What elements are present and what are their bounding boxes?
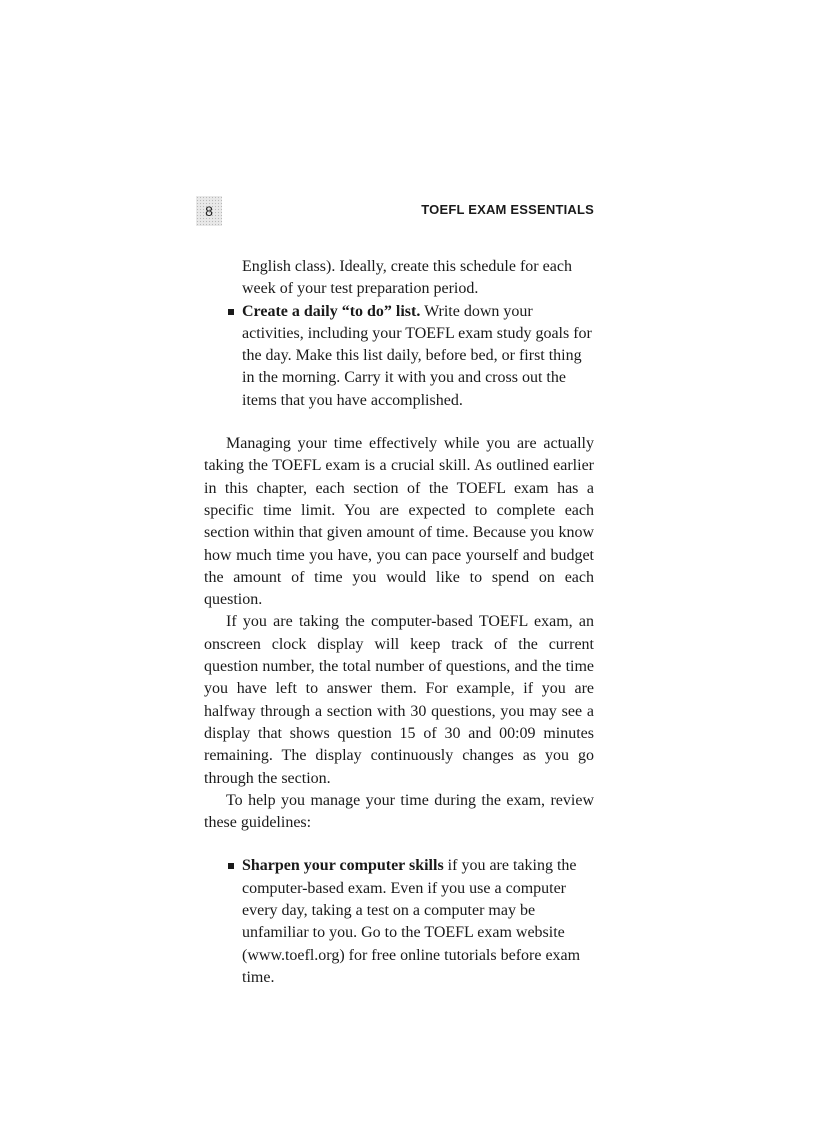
square-bullet-icon — [228, 309, 234, 315]
page-number: 8 — [205, 203, 213, 219]
paragraph: Managing your time effectively while you are actually taking the TOEFL exam is a crucial skill. As outlined earlier in this chapter, each section of the TOEFL exam has a specific time limit. You are expected to complete each section within that given amount of time. Because you know how much time you have, you can pace yourself and budget the amount of time you would like to spend on each question. — [204, 435, 594, 609]
square-bullet-icon — [228, 863, 234, 869]
list-item-lead: Create a daily “to do” list. — [242, 302, 421, 320]
list-item — [242, 301, 594, 412]
page-number-box — [196, 196, 222, 226]
paragraph: If you are taking the computer-based TOEFL exam, an onscreen clock display will keep track of the current question number, the total number of questions, and the time you have left to answer them. For example, if you are halfway through a section with 30 questions, you may see a display that shows question 15 of 30 and 00:09 minutes remaining. The display continuously changes as you go through the section. — [204, 613, 594, 787]
list-item-text: if you are taking the computer-based exam. Even if you use a computer every day, taking a test on a computer may be unfamiliar to you. Go to the TOEFL exam website (www.toefl.org) for free online tutorials before exam time. — [242, 857, 581, 986]
list-item-text: Write down your activities, including your TOEFL exam study goals for the day. Make this list daily, before bed, or first thing in the morning. Carry it with you and cross out the items that you have accomplished. — [242, 302, 592, 409]
tips-list-top — [204, 301, 594, 412]
list-item — [242, 855, 594, 989]
continuation-text: English class). Ideally, create this schedule for each week of your test preparation period. — [242, 258, 572, 298]
paragraph: To help you manage your time during the exam, review these guidelines: — [204, 791, 594, 832]
list-item-lead: Sharpen your computer skills — [242, 857, 444, 875]
running-head: TOEFL EXAM ESSENTIALS — [421, 202, 594, 217]
tips-list-bottom — [204, 855, 594, 989]
page-body — [204, 256, 594, 989]
